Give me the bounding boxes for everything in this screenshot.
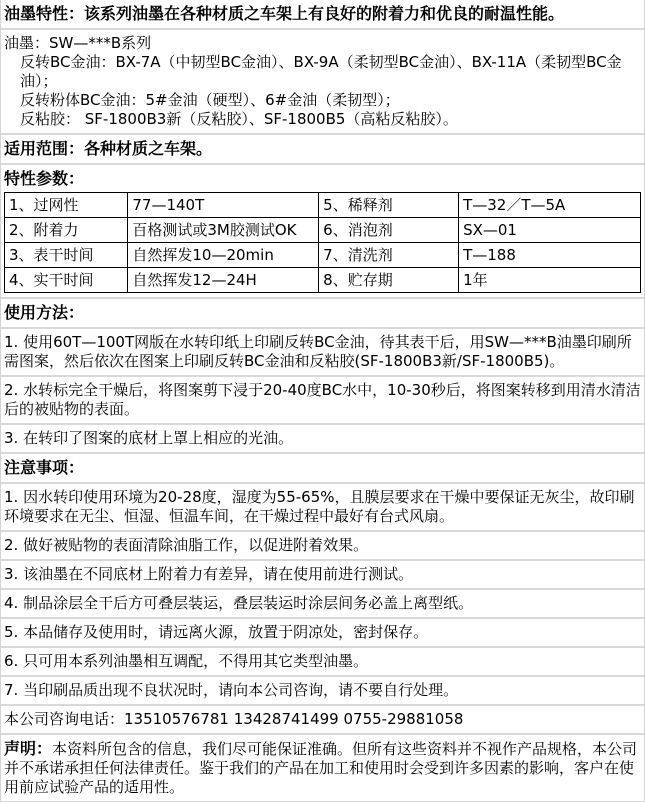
param-value: T—188 xyxy=(459,243,641,268)
param-label: 2、附着力 xyxy=(5,218,128,243)
param-value: 自然挥发10—20min xyxy=(128,243,319,268)
ink-line-reverse-adhesive: 反粘胶： SF-1800B3新（反粘胶）、SF-1800B5（高粘反粘胶）。 xyxy=(20,110,458,128)
note-item-1: 1. 因水转印使用环境为20-28度，湿度为55-65%，且膜层要求在干燥中要保证无灰尘，故印刷环境要求在无尘、恒湿、恒温车间，在干燥过程中最好有台式风扇。 xyxy=(1,484,644,532)
param-label: 6、消泡剂 xyxy=(319,218,459,243)
param-value: 百格测试或3M胶测试OK xyxy=(128,218,319,243)
param-label: 5、稀释剂 xyxy=(319,193,459,218)
section-params xyxy=(1,165,644,299)
param-value: 自然挥发12—24H xyxy=(128,268,319,293)
usage-item-2: 2. 水转标完全干燥后，将图案剪下浸于20-40度BC水中，10-30秒后，将图案转移到用清水清洁后的被贴物的表面。 xyxy=(1,377,644,425)
contact-phone-line: 本公司咨询电话：13510576781 13428741499 0755-29881058 xyxy=(1,706,644,735)
note-item-2: 2. 做好被贴物的表面清除油脂工作，以促进附着效果。 xyxy=(1,532,644,561)
params-table xyxy=(4,192,641,293)
note-item-6: 6. 只可用本系列油墨相互调配，不得用其它类型油墨。 xyxy=(1,648,644,677)
note-item-5: 5. 本品储存及使用时，请远离火源，放置于阴凉处，密封保存。 xyxy=(1,619,644,648)
note-item-7: 7. 当印刷品质出现不良状况时，请向本公司咨询，请不要自行处理。 xyxy=(1,677,644,706)
usage-item-1: 1. 使用60T—100T网版在水转印纸上印刷反转BC金油，待其表干后，用SW—***B油墨印刷所需图案，然后依次在图案上印刷反转BC金油和反粘胶(SF-1800B3新/SF-1800B5)。 xyxy=(1,329,644,377)
table-row xyxy=(5,218,641,243)
param-value: 1年 xyxy=(459,268,641,293)
usage-item-3: 3. 在转印了图案的底材上罩上相应的光油。 xyxy=(1,425,644,454)
section-ink-properties-title: 油墨特性：该系列油墨在各种材质之车架上有良好的附着力和优良的耐温性能。 xyxy=(1,0,644,30)
section-usage-title: 使用方法： xyxy=(1,299,644,329)
note-item-3: 3. 该油墨在不同底材上附着力有差异，请在使用前进行测试。 xyxy=(1,561,644,590)
ink-series-intro: 油墨：SW—***B系列 xyxy=(4,34,152,52)
params-title: 特性参数： xyxy=(4,169,85,188)
table-row xyxy=(5,193,641,218)
param-value: 77—140T xyxy=(128,193,319,218)
param-value: T—32／T—5A xyxy=(459,193,641,218)
param-value: SX—01 xyxy=(459,218,641,243)
note-item-4: 4. 制品涂层全干后方可叠层装运，叠层装运时涂层间务必盖上离型纸。 xyxy=(1,590,644,619)
ink-line-reverse-bc-gold: 反转BC金油：BX-7A（中韧型BC金油）、BX-9A（柔韧型BC金油）、BX-11A（柔韧型BC金油）； xyxy=(20,53,622,90)
table-row xyxy=(5,243,641,268)
param-label: 1、过网性 xyxy=(5,193,128,218)
section-notes-title: 注意事项： xyxy=(1,454,644,484)
param-label: 8、贮存期 xyxy=(319,268,459,293)
statement-label: 声明： xyxy=(4,739,53,758)
param-label: 4、实干时间 xyxy=(5,268,128,293)
section-statement xyxy=(1,735,644,801)
section-scope: 适用范围：各种材质之车架。 xyxy=(1,135,644,165)
section-ink-list xyxy=(1,30,644,135)
ink-line-reverse-powder-bc-gold: 反转粉体BC金油：5#金油（硬型）、6#金油（柔韧型）； xyxy=(20,91,400,109)
param-label: 3、表干时间 xyxy=(5,243,128,268)
table-row xyxy=(5,268,641,293)
param-label: 7、清洗剂 xyxy=(319,243,459,268)
statement-text: 本资料所包含的信息，我们尽可能保证准确。但所有这些资料并不视作产品规格，本公司并不承诺承担任何法律责任。鉴于我们的产品在加工和使用时会受到许多因素的影响，客户在使用前应试验产品的适用性。 xyxy=(4,740,638,796)
